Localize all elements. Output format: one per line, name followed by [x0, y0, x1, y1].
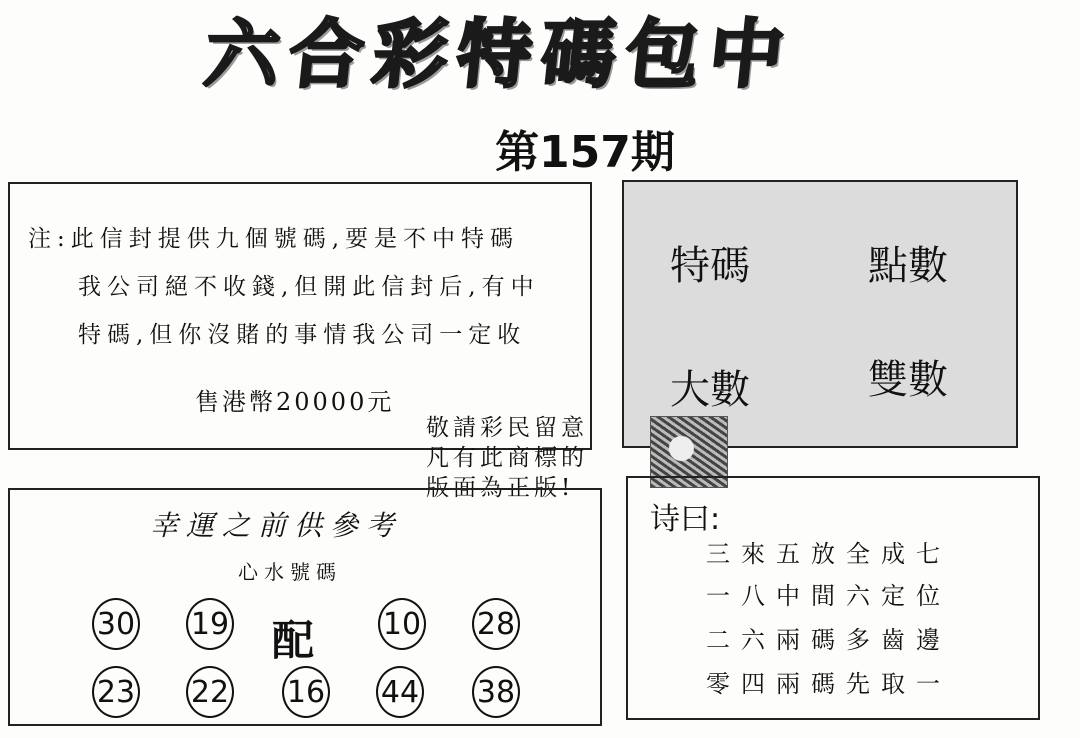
feature-even-number: 雙數 — [868, 357, 948, 403]
lucky-subtitle: 心水號碼 — [238, 560, 342, 584]
poem-panel — [626, 476, 1040, 720]
number-ball: 30 — [92, 598, 140, 650]
feature-panel — [622, 180, 1018, 448]
number-ball: 10 — [378, 598, 426, 650]
note-line-2: 我公司絕不收錢,但開此信封后,有中 — [78, 274, 540, 300]
notice-line-2: 凡有此商標的 — [426, 445, 588, 471]
poem-line-3: 二六兩碼多齒邊 — [706, 626, 951, 654]
issue-number: 第157期 — [495, 127, 675, 178]
price-text: 售港幣20000元 — [195, 388, 395, 416]
poem-line-4: 零四兩碼先取一 — [706, 670, 951, 698]
lucky-title: 幸運之前供參考 — [150, 509, 403, 542]
number-ball: 19 — [186, 598, 234, 650]
feature-points: 點數 — [868, 243, 948, 289]
poem-line-2: 一八中間六定位 — [706, 582, 951, 610]
poem-label: 诗曰: — [650, 502, 721, 537]
number-ball: 38 — [472, 666, 520, 718]
number-ball: 44 — [376, 666, 424, 718]
number-ball: 28 — [472, 598, 520, 650]
note-panel — [8, 182, 592, 450]
pair-character: 配 — [272, 616, 315, 665]
note-line-3: 特碼,但你沒賭的事情我公司一定收 — [78, 322, 527, 348]
notice-line-1: 敬請彩民留意 — [426, 415, 588, 441]
poem-line-1: 三來五放全成七 — [706, 540, 951, 568]
number-ball: 22 — [186, 666, 234, 718]
number-ball: 23 — [92, 666, 140, 718]
number-ball: 16 — [282, 666, 330, 718]
feature-big-number: 大數 — [670, 367, 750, 413]
page-title: 六合彩特碼包中 — [200, 12, 798, 98]
feature-special-code: 特碼 — [670, 243, 750, 289]
notice-line-3: 版面為正版! — [426, 475, 575, 501]
note-line-1: 注:此信封提供九個號碼,要是不中特碼 — [28, 226, 520, 252]
